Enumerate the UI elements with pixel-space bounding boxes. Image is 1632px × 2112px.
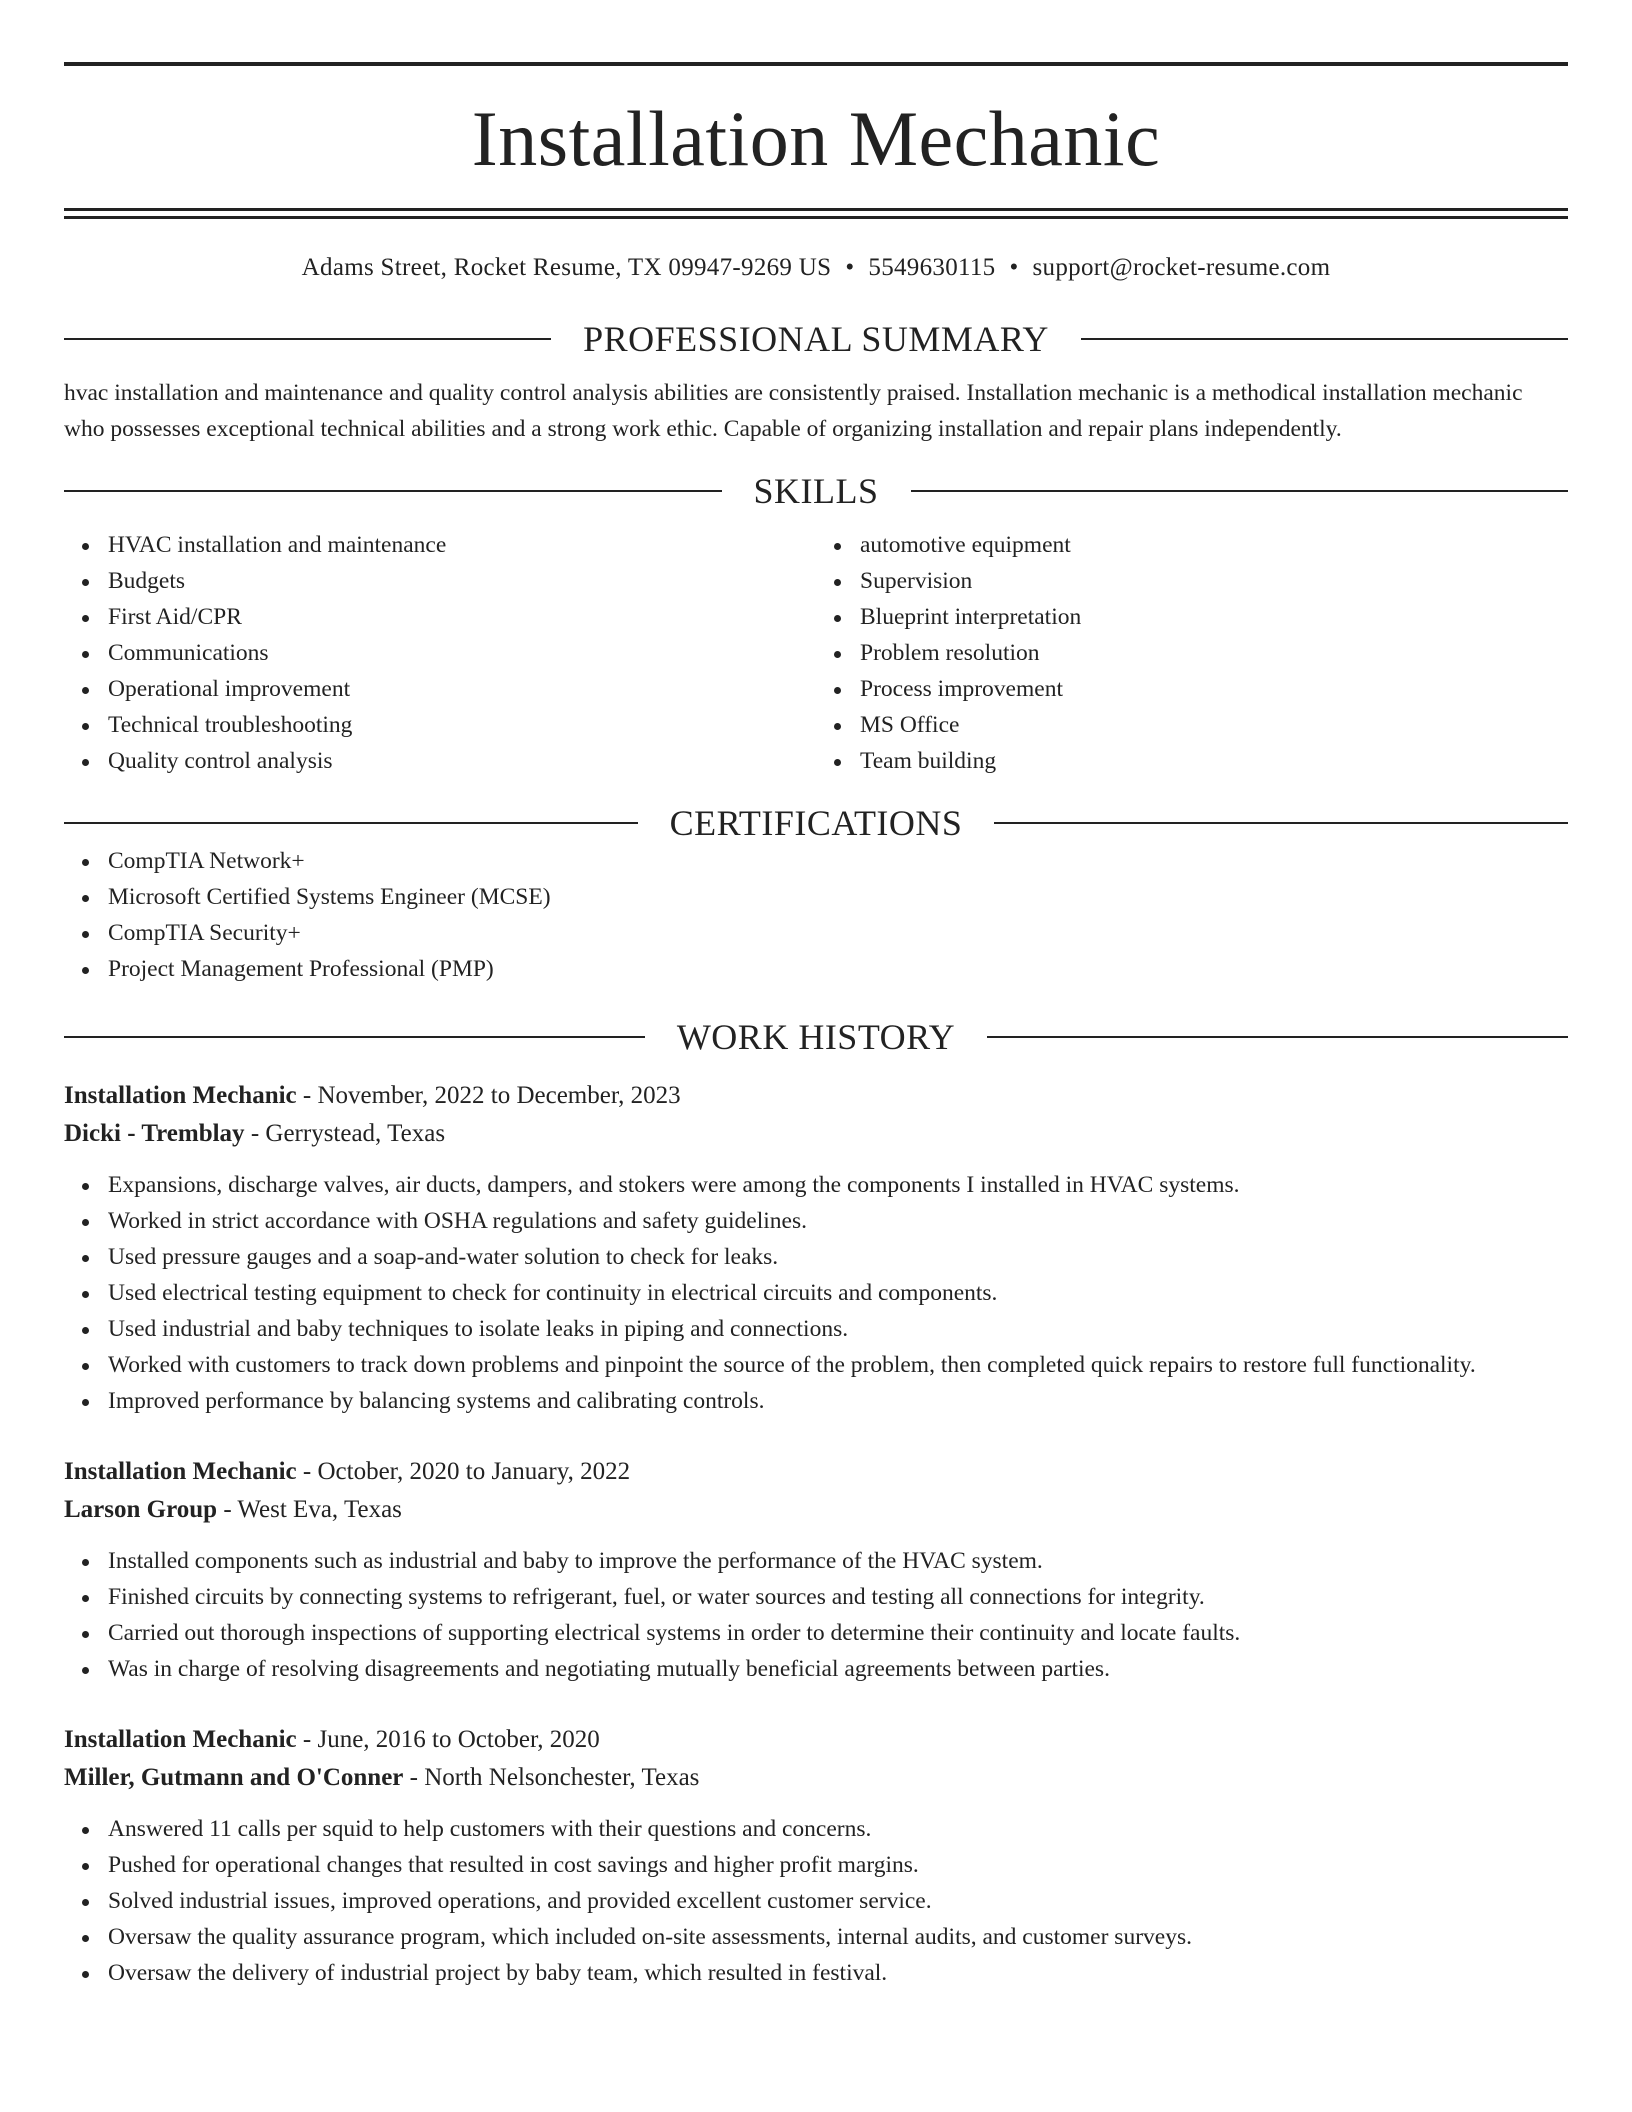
skill-item: automotive equipment [860,527,1568,563]
skill-item: Quality control analysis [108,743,816,779]
job-company-line [64,1759,1568,1797]
resume-title: Installation Mechanic [471,95,1161,182]
skill-item: Communications [108,635,816,671]
heading-rule-left [64,822,638,824]
skill-item: HVAC installation and maintenance [108,527,816,563]
heading-rule-right [994,822,1568,824]
certification-item: CompTIA Network+ [108,843,1568,879]
section-title: WORK HISTORY [676,1017,956,1057]
contact-line [64,253,1568,283]
heading-rule-left [64,490,722,492]
skills-list-right [816,527,1568,779]
job-bullet: Oversaw the quality assurance program, which included on-site assessments, internal audits, and customer surveys. [108,1919,1568,1955]
skill-item: Process improvement [860,671,1568,707]
job-bullet: Installed components such as industrial and baby to improve the performance of the HVAC system. [108,1543,1568,1579]
certification-item: Microsoft Certified Systems Engineer (MCSE) [108,879,1568,915]
job-company-line [64,1491,1568,1529]
job-dates: - October, 2020 to January, 2022 [296,1458,631,1485]
section-title: PROFESSIONAL SUMMARY [583,319,1049,359]
job-title-line [64,1077,1568,1115]
skill-item: Problem resolution [860,635,1568,671]
contact-separator: • [845,254,855,281]
skill-item: Supervision [860,563,1568,599]
skills-list-left [64,527,816,779]
job-bullet: Answered 11 calls per squid to help customers with their questions and concerns. [108,1811,1568,1847]
job-bullets [64,1811,1568,1991]
job-company: Dicki - Tremblay [64,1120,245,1147]
job-company: Miller, Gutmann and O'Conner [64,1764,404,1791]
title-double-rule [64,208,1568,219]
skills-column-left [64,527,816,779]
job-title-line [64,1453,1568,1491]
heading-rule-left [64,1036,645,1038]
job-entry [64,1453,1568,1687]
job-bullet: Worked with customers to track down problems and pinpoint the source of the problem, then completed quick repairs to restore full functionality. [108,1347,1568,1383]
skill-item: Technical troubleshooting [108,707,816,743]
skill-item: MS Office [860,707,1568,743]
job-location: - West Eva, Texas [217,1496,402,1523]
job-bullet: Used electrical testing equipment to check for continuity in electrical circuits and components. [108,1275,1568,1311]
job-bullet: Worked in strict accordance with OSHA regulations and safety guidelines. [108,1203,1568,1239]
job-bullet: Finished circuits by connecting systems to refrigerant, fuel, or water sources and testing all connections for integrity. [108,1579,1568,1615]
section-title: CERTIFICATIONS [669,803,963,843]
job-bullet: Oversaw the delivery of industrial project by baby team, which resulted in festival. [108,1955,1568,1991]
skill-item: Budgets [108,563,816,599]
skills-grid [64,527,1568,779]
heading-rule-right [911,490,1569,492]
skill-item: Blueprint interpretation [860,599,1568,635]
section-title: SKILLS [753,471,879,511]
contact-address: Adams Street, Rocket Resume, TX 09947-9269 US [301,254,832,281]
job-entry [64,1077,1568,1419]
certification-item: Project Management Professional (PMP) [108,951,1568,987]
contact-phone: 5549630115 [868,254,996,281]
job-bullet: Solved industrial issues, improved operations, and provided excellent customer service. [108,1883,1568,1919]
section-heading-certifications [64,803,1568,843]
summary-text: hvac installation and maintenance and quality control analysis abilities are consistently praised. Installation mechanic is a methodical installation mechanic who possesses exceptional technical abilities and a strong work ethic. Capable of organizing installation and repair plans independently. [64,380,1523,442]
top-rule [64,62,1568,66]
job-entry [64,1721,1568,1991]
job-bullet: Used industrial and baby techniques to isolate leaks in piping and connections. [108,1311,1568,1347]
job-dates: - November, 2022 to December, 2023 [296,1082,681,1109]
job-bullet: Was in charge of resolving disagreements and negotiating mutually beneficial agreements between parties. [108,1651,1568,1687]
contact-email: support@rocket-resume.com [1032,254,1331,281]
section-heading-summary [64,319,1568,359]
job-location: - North Nelsonchester, Texas [403,1764,700,1791]
skill-item: Team building [860,743,1568,779]
heading-rule-left [64,338,551,340]
job-title-line [64,1721,1568,1759]
heading-rule-right [987,1036,1568,1038]
job-company-line [64,1115,1568,1153]
skill-item: First Aid/CPR [108,599,816,635]
job-title: Installation Mechanic [64,1082,297,1109]
job-bullet: Carried out thorough inspections of supporting electrical systems in order to determine their continuity and locate faults. [108,1615,1568,1651]
section-heading-work-history [64,1017,1568,1057]
job-title: Installation Mechanic [64,1726,297,1753]
certifications-list [64,843,1568,987]
job-location: - Gerrystead, Texas [244,1120,446,1147]
contact-separator: • [1009,254,1019,281]
skill-item: Operational improvement [108,671,816,707]
job-bullet: Pushed for operational changes that resulted in cost savings and higher profit margins. [108,1847,1568,1883]
skills-column-right [816,527,1568,779]
heading-rule-right [1081,338,1568,340]
job-bullet: Improved performance by balancing systems and calibrating controls. [108,1383,1568,1419]
job-bullet: Used pressure gauges and a soap-and-water solution to check for leaks. [108,1239,1568,1275]
job-bullets [64,1167,1568,1419]
job-company: Larson Group [64,1496,218,1523]
job-bullet: Expansions, discharge valves, air ducts, dampers, and stokers were among the components I installed in HVAC systems. [108,1167,1568,1203]
job-bullets [64,1543,1568,1687]
job-title: Installation Mechanic [64,1458,297,1485]
job-dates: - June, 2016 to October, 2020 [296,1726,600,1753]
section-heading-skills [64,471,1568,511]
certification-item: CompTIA Security+ [108,915,1568,951]
